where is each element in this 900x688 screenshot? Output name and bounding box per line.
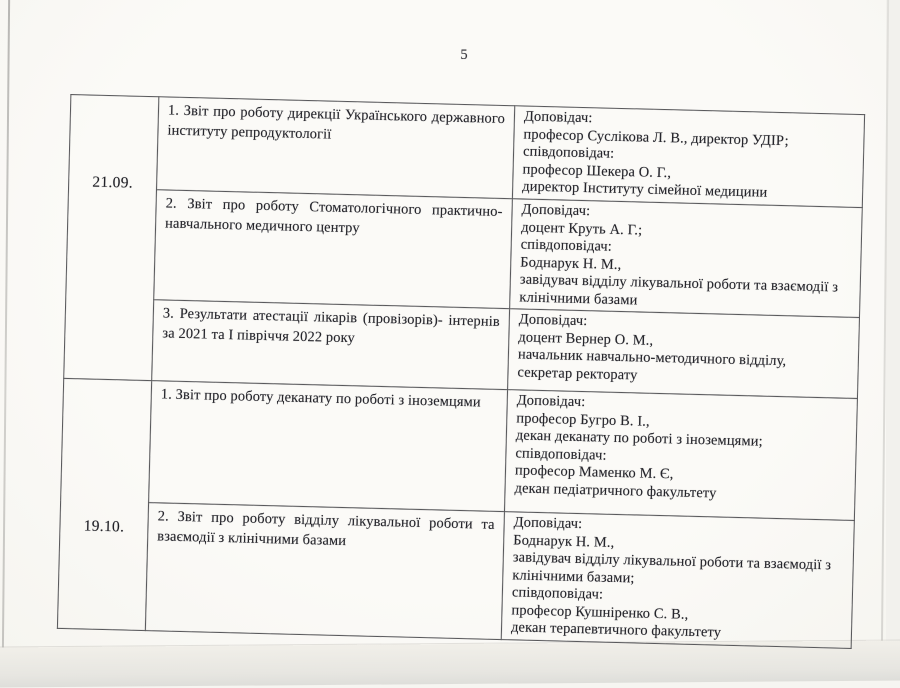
topic-cell: 1. Звіт про роботу дирекції Українського державного інституту репродуктології — [157, 97, 515, 199]
speakers-cell: Доповідач: доцент Круть А. Г.; співдоповідач: Боднарук Н. М., завідувач відділу лікувальної роботи та взаємодії з клінічними базами — [510, 199, 863, 318]
paper-bottom-shadow — [0, 640, 900, 687]
topic-cell: 1. Звіт про роботу деканату по роботі з іноземцями — [149, 381, 508, 512]
agenda-table — [57, 94, 865, 648]
agenda-table-wrap — [57, 94, 866, 648]
table-row — [61, 378, 858, 520]
date-cell — [64, 95, 159, 381]
table-row — [66, 187, 863, 317]
date-cell — [57, 378, 151, 630]
topic-cell: 2. Звіт про роботу відділу лікувальної роботи та взаємодії з клінічними базами — [145, 503, 504, 639]
date-label: 21.09. — [92, 173, 134, 192]
date-label: 19.10. — [83, 517, 125, 536]
speakers-cell: Доповідач: професор Суслікова Л. В., директор УДІР; співдоповідач: професор Шекера О. Г., директор Інституту сімейної медицини — [512, 106, 864, 208]
speakers-cell: Доповідач: доцент Вернер О. М., начальник навчально-методичного відділу, секретар ректорату — [508, 309, 860, 399]
table-row — [57, 500, 854, 648]
page-number: 5 — [460, 47, 468, 63]
speakers-cell: Доповідач: Боднарук Н. М., завідувач відділу лікувальної роботи та взаємодії з клінічними базами; співдоповідач: професор Кушніренко С. В., декан терапевтичного факультету — [501, 512, 854, 648]
topic-cell: 3. Результати атестації лікарів (провізорів)- інтернів за 2021 та І півріччя 2022 року — [152, 300, 510, 390]
paper-left-edge — [2, 0, 10, 658]
speakers-cell: Доповідач: професор Бугро В. І., декан деканату по роботі з іноземцями; співдоповідач: професор Маменко М. Є, декан педіатричного факультету — [504, 390, 857, 521]
topic-cell: 2. Звіт про роботу Стоматологічного практично-навчального медичного центру — [154, 190, 513, 309]
